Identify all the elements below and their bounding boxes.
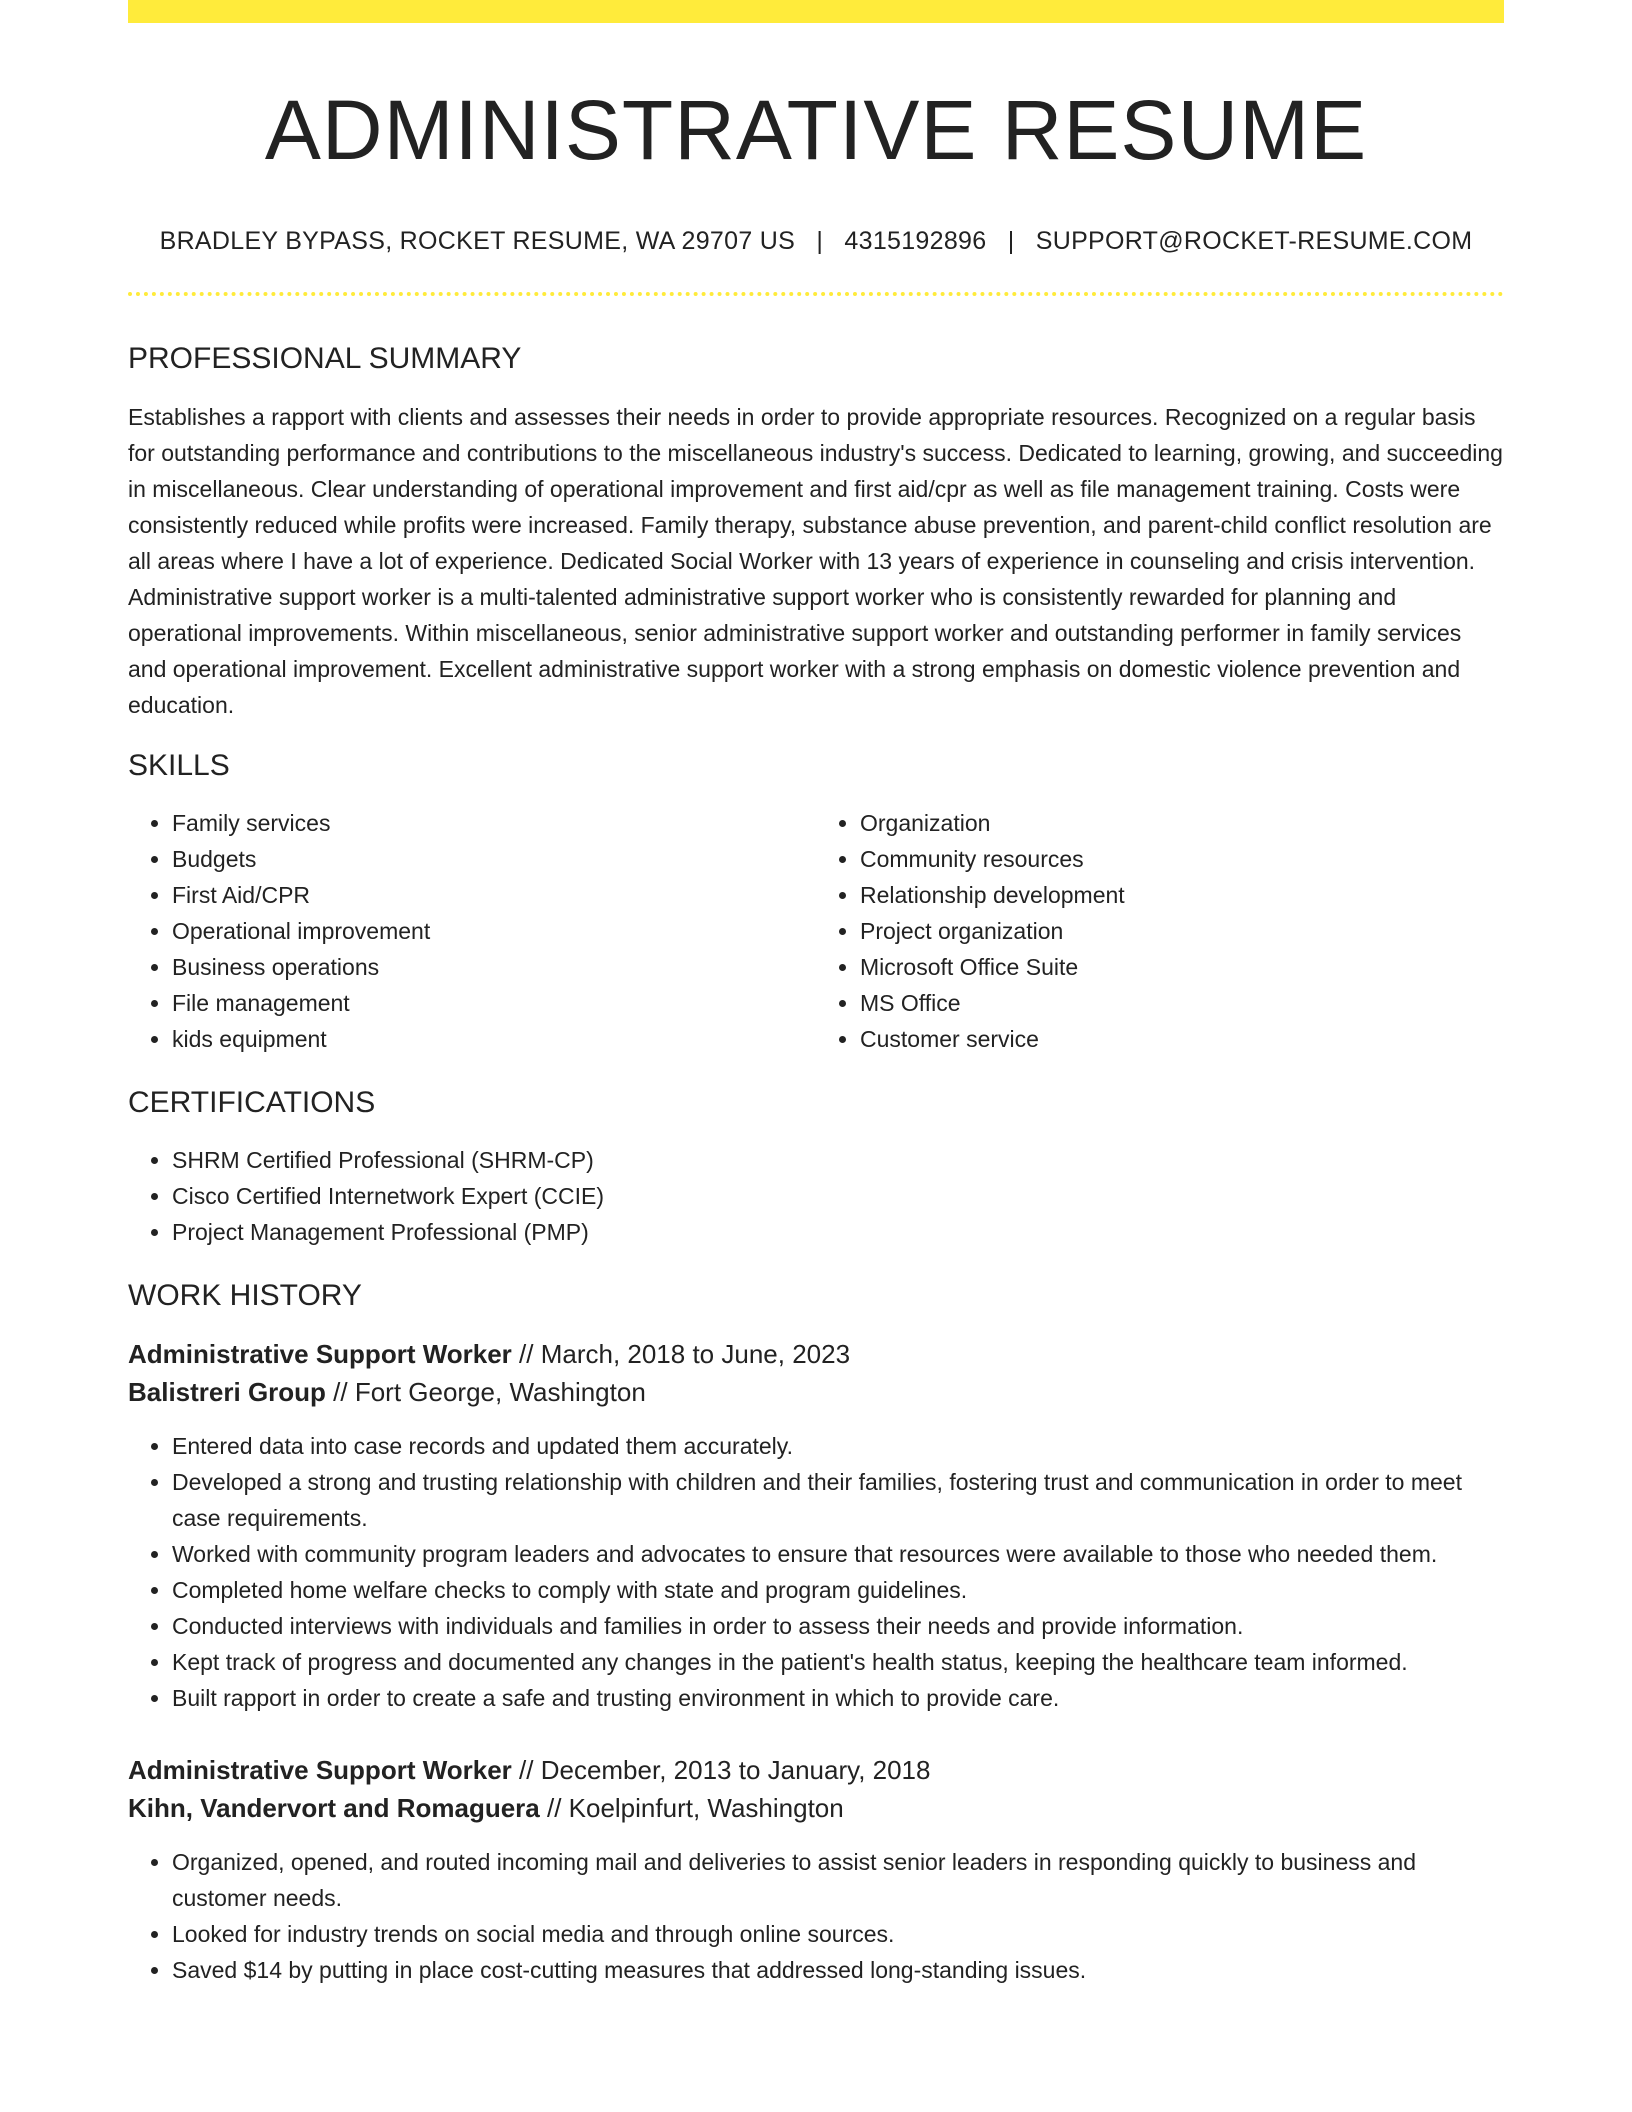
skill-item: • Business operations — [172, 949, 816, 985]
job-bullet: • Completed home welfare checks to comply with state and program guidelines. — [172, 1572, 1504, 1608]
job-location: // Koelpinfurt, Washington — [539, 1793, 844, 1823]
job-bullet: • Entered data into case records and updated them accurately. — [172, 1428, 1504, 1464]
page-title: ADMINISTRATIVE RESUME — [264, 83, 1368, 177]
job-bullet: • Worked with community program leaders and advocates to ensure that resources were available to those who needed them. — [172, 1536, 1504, 1572]
job-bullet: • Conducted interviews with individuals and families in order to assess their needs and provide information. — [172, 1608, 1504, 1644]
work-history-heading: WORK HISTORY — [128, 1279, 362, 1312]
certification-item: • Project Management Professional (PMP) — [172, 1214, 1504, 1250]
skill-item: • Organization — [860, 805, 1504, 841]
job-dates: // December, 2013 to January, 2018 — [511, 1755, 931, 1785]
summary-text: Establishes a rapport with clients and assesses their needs in order to provide appropriate resources. Recognized on a regular basis for outstanding performance and contributions to the miscellaneous industry's success. Dedicated to learning, growing, and succeeding in miscellaneous. Clear understanding of operational improvement and first aid/cpr as well as file management training. Costs were consistently reduced while profits were increased. Family therapy, substance abuse prevention, and parent-child conflict resolution are all areas where I have a lot of experience. Dedicated Social Worker with 13 years of experience in counseling and crisis intervention. Administrative support worker is a multi-talented administrative support worker who is consistently rewarded for planning and operational improvements. Within miscellaneous, senior administrative support worker and outstanding performer in family services and operational improvement. Excellent administrative support worker with a strong emphasis on domestic violence prevention and education. — [128, 404, 1503, 718]
skill-item: • File management — [172, 985, 816, 1021]
job-company: Kihn, Vandervort and Romaguera — [128, 1793, 540, 1823]
skill-item: • Microsoft Office Suite — [860, 949, 1504, 985]
contact-phone[interactable]: 4315192896 — [844, 227, 987, 255]
skill-item: • Customer service — [860, 1021, 1504, 1057]
contact-line — [128, 225, 1504, 257]
skill-item: • Operational improvement — [172, 913, 816, 949]
skill-item: • Project organization — [860, 913, 1504, 949]
skill-item: • Relationship development — [860, 877, 1504, 913]
summary-heading: PROFESSIONAL SUMMARY — [128, 342, 522, 375]
job-role: Administrative Support Worker — [128, 1339, 512, 1369]
dotted-divider — [128, 292, 1504, 296]
resume-content — [128, 0, 1504, 1988]
job-title-line — [128, 1751, 1504, 1789]
job-company-line — [128, 1789, 1504, 1827]
certifications-heading: CERTIFICATIONS — [128, 1086, 376, 1119]
job-title-line — [128, 1335, 1504, 1373]
skill-item: • Family services — [172, 805, 816, 841]
certification-item: • SHRM Certified Professional (SHRM-CP) — [172, 1142, 1504, 1178]
job-location: // Fort George, Washington — [325, 1377, 646, 1407]
contact-separator: | — [816, 227, 824, 255]
job-bullet: • Developed a strong and trusting relationship with children and their families, fostering trust and communication in order to meet case requirements. — [172, 1464, 1504, 1536]
skills-heading: SKILLS — [128, 749, 230, 782]
skill-item: • MS Office — [860, 985, 1504, 1021]
job-dates: // March, 2018 to June, 2023 — [511, 1339, 851, 1369]
job-role: Administrative Support Worker — [128, 1755, 512, 1785]
job-entry — [128, 1751, 1504, 1988]
skills-list-left — [128, 805, 816, 1057]
contact-email[interactable]: SUPPORT@ROCKET-RESUME.COM — [1035, 227, 1473, 255]
skills-columns — [128, 805, 1504, 1057]
job-entry — [128, 1335, 1504, 1716]
job-bullet: • Saved $14 by putting in place cost-cutting measures that addressed long-standing issues. — [172, 1952, 1504, 1988]
skills-list-right — [816, 805, 1504, 1057]
job-bullet: • Kept track of progress and documented any changes in the patient's health status, keeping the healthcare team informed. — [172, 1644, 1504, 1680]
job-bullet: • Organized, opened, and routed incoming mail and deliveries to assist senior leaders in responding quickly to business and customer needs. — [172, 1844, 1504, 1916]
job-bullets — [128, 1428, 1504, 1716]
skill-item: • kids equipment — [172, 1021, 816, 1057]
contact-address: BRADLEY BYPASS, ROCKET RESUME, WA 29707 US — [159, 227, 796, 255]
certification-item: • Cisco Certified Internetwork Expert (CCIE) — [172, 1178, 1504, 1214]
skill-item: • First Aid/CPR — [172, 877, 816, 913]
skill-item: • Community resources — [860, 841, 1504, 877]
job-bullet: • Built rapport in order to create a safe and trusting environment in which to provide care. — [172, 1680, 1504, 1716]
job-company-line — [128, 1373, 1504, 1411]
job-bullets — [128, 1844, 1504, 1988]
skill-item: • Budgets — [172, 841, 816, 877]
job-bullet: • Looked for industry trends on social media and through online sources. — [172, 1916, 1504, 1952]
job-company: Balistreri Group — [128, 1377, 326, 1407]
certifications-list — [128, 1142, 1504, 1250]
contact-separator: | — [1007, 227, 1015, 255]
